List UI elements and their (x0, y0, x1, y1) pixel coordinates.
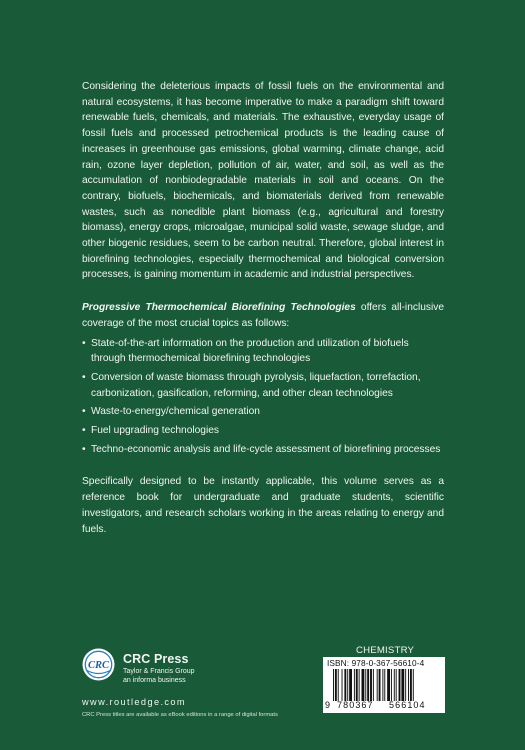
barcode-bar (335, 669, 337, 701)
logo-text: CRC (87, 660, 110, 671)
barcode-bar (338, 669, 339, 701)
barcode-bar (408, 669, 409, 701)
barcode-bar (387, 669, 390, 701)
barcode-bar (354, 669, 355, 701)
barcode-bar (349, 669, 352, 701)
barcode-bar (401, 669, 404, 701)
list-item: • Conversion of waste biomass through pyrolysis, liquefaction, torrefaction, carbonization, gasification, reforming, and other clean technologies (82, 370, 444, 401)
barcode-bar (362, 669, 365, 701)
barcode (323, 657, 445, 713)
barcode-bar (359, 669, 360, 701)
barcode-bar (342, 669, 343, 701)
barcode-bar (399, 669, 401, 701)
barcode-bar (347, 669, 348, 701)
barcode-bar (344, 669, 346, 701)
barcode-bars (333, 669, 441, 701)
back-cover-text (82, 79, 444, 537)
intro-text: offers all-inclusive coverage of the most crucial topics as follows: (82, 302, 444, 329)
book-title-inline: Progressive Thermochemical Biorefining Technologies (82, 302, 356, 314)
subject-category: CHEMISTRY (356, 645, 415, 656)
intro-paragraph (82, 300, 444, 331)
list-item: • Waste-to-energy/chemical generation (82, 404, 444, 420)
barcode-bar (391, 669, 392, 701)
barcode-bar (333, 669, 334, 701)
barcode-bar (382, 669, 383, 701)
barcode-lead-digit: 9 (325, 700, 332, 710)
list-item: • Fuel upgrading technologies (82, 423, 444, 439)
barcode-bar (413, 669, 414, 701)
barcode-bar (379, 669, 381, 701)
publisher-name: CRC Press (123, 652, 189, 666)
isbn-label: ISBN: 978-0-367-56610-4 (327, 658, 425, 668)
closing-paragraph: Specifically designed to be instantly applicable, this volume serves as a reference book for undergraduate and graduate students, scientific investigators, and research scholars working in the areas relating to energy and fuels. (82, 476, 444, 535)
barcode-bar (384, 669, 385, 701)
publisher-business: an informa business (123, 677, 186, 684)
barcode-bar (367, 669, 369, 701)
barcode-bar (410, 669, 412, 701)
ebook-note: CRC Press titles are available as eBook editions in a range of digital formats (82, 712, 278, 718)
list-item: • Techno-economic analysis and life-cycle assessment of biorefining processes (82, 442, 444, 458)
barcode-bar (377, 669, 378, 701)
barcode-bar (365, 669, 366, 701)
barcode-bar (373, 669, 374, 701)
barcode-bar (356, 669, 358, 701)
topics-list (82, 336, 444, 458)
barcode-bar (396, 669, 397, 701)
barcode-bar (370, 669, 372, 701)
crc-logo-icon (82, 648, 115, 681)
list-item: • State-of-the-art information on the production and utilization of biofuels through thermochemical biorefining technologies (82, 336, 444, 367)
publisher-url: www.routledge.com (82, 697, 186, 707)
publisher-group: Taylor & Francis Group (123, 668, 195, 675)
barcode-group-2: 566104 (389, 700, 426, 710)
barcode-group-1: 780367 (337, 700, 374, 710)
description-paragraph: Considering the deleterious impacts of fossil fuels on the environmental and natural ecosystems, it has become imperative to make a paradigm shift toward renewable fuels, chemicals, and materials. The exhaustive, everyday usage of fossil fuels and processed petrochemical products is the leading cause of increases in greenhouse gas emissions, global warming, climate change, acid rain, ozone layer depletion, pollution of air, water, and soil, as well as the accumulation of nonbiodegradable materials in soil and oceans. On the contrary, biofuels, biochemicals, and biomaterials derived from renewable wastes, such as nonedible plant biomass (e.g., agricultural and forestry biomass), energy crops, microalgae, municipal solid waste, sewage sludge, and other biogenic residues, seem to be carbon neutral. Therefore, global interest in biorefining technologies, especially thermochemical and biological conversion processes, is gaining momentum in academic and industrial perspectives. (82, 81, 444, 281)
barcode-bar (394, 669, 395, 701)
barcode-bar (405, 669, 406, 701)
